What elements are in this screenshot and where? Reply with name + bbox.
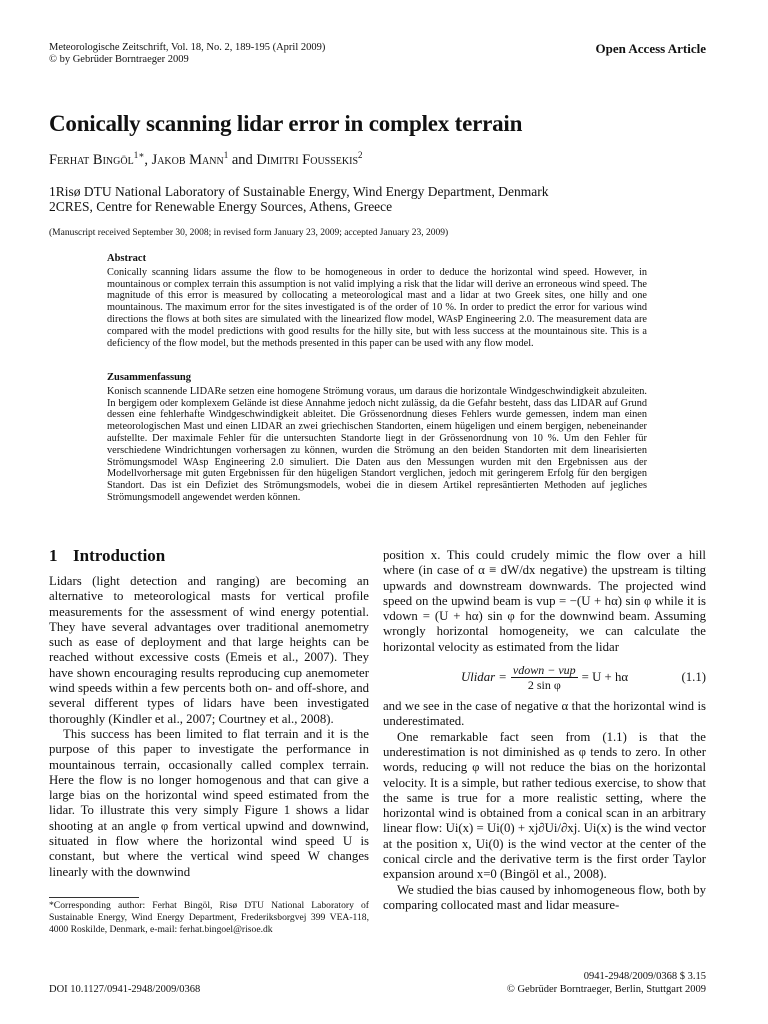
intro-paragraph-2: This success has been limited to flat terrain and it is the purpose of this paper to investigate the performance in mountainous terrain, occasionally called complex terrain. Here the flow is no longer homogenous and that can give a large bias on the horizontal wind speed estimated from the lidar. To illustrate this very simply Figure 1 shows a lidar shooting at an angle φ from vertical upwind and downwind, situated in flow where the horizontal wind speed U is constant, but where the vertical wind speed W changes linearly with the downwind (49, 726, 369, 879)
journal-citation: Meteorologische Zeitschrift, Vol. 18, No. 2, 189-195 (April 2009) (49, 42, 326, 53)
equation-rhs: = U + hα (581, 669, 629, 684)
abstract-heading: Abstract (107, 253, 147, 264)
abstract-section (107, 253, 647, 349)
affiliations (49, 184, 548, 214)
intro-paragraph-4: and we see in the case of negative α that the horizontal wind is underestimated. (383, 699, 706, 729)
section-title: Introduction (73, 546, 166, 565)
section-number: 1 (49, 546, 58, 565)
equation-denominator: 2 sin φ (527, 678, 561, 693)
right-column (383, 548, 706, 913)
zusammenfassung-section (107, 372, 647, 504)
intro-paragraph-6: We studied the bias caused by inhomogeneous flow, both by comparing collocated mast and lidar measure- (383, 882, 706, 912)
journal-copyright: © by Gebrüder Borntraeger 2009 (49, 54, 189, 65)
affiliation-1: 1Risø DTU National Laboratory of Sustainable Energy, Wind Energy Department, Denmark (49, 184, 549, 199)
corresponding-author-footnote: *Corresponding author: Ferhat Bingöl, Risø DTU National Laboratory of Sustainable Energy, Wind Energy Department, Frederiksborgvej 399 VEA-118, 4000 Roskilde, Denmark, e-mail: ferhat.bingoel@risoe.dk (49, 900, 369, 936)
intro-paragraph-5: One remarkable fact seen from (1.1) is that the underestimation is not diminished as φ tends to zero. In other words, reducing φ will not reduce the bias on the horizontal velocity. It is a simple, but rather tedious exercise, to show that the same is true for a more realistic setting, where the horizontal wind is obtained from a conical scan in an arbitrary linear flow: Ui(x) = Ui(0) + xj∂Ui/∂xj. Ui(x) is the wind vector at the position x, Ui(0) is the wind vector at the center of the conical circle and the derivative term is the first order Taylor expansion around x=0 (Bingöl et al., 2008). (383, 729, 706, 882)
left-column (49, 574, 369, 880)
section-heading (49, 546, 165, 566)
intro-paragraph-1: Lidars (light detection and ranging) are becoming an alternative to meteorological masts for vertical profile measurements for the assessment of wind energy potential. They have several advantages over traditional anemometry such as ease of deployment and that large heights can be reached without excessive costs (Emeis et al., 2007). They have shown encouraging results reproducing cup anemometer wind speeds within a few percents both on- and off-shore, and several different types of lidars have been investigated thoroughly (Kindler et al., 2007; Courtney et al., 2008). (49, 574, 369, 726)
equation-lhs: Ulidar = (460, 669, 507, 684)
equation-numerator: vdown − vup (512, 663, 576, 678)
equation-number: (1.1) (681, 669, 706, 684)
equation-1-1 (383, 663, 706, 692)
zusammenfassung-heading: Zusammenfassung (107, 372, 192, 383)
affiliation-2: 2CRES, Centre for Renewable Energy Sources, Athens, Greece (49, 199, 393, 214)
intro-paragraph-3: position x. This could crudely mimic the flow over a hill where (in case of α ≡ dW/dx negative) the upstream is tilting upwards and downstream downwards. The projected wind speed on the upwind beam is vup = −(U + hα) sin φ while it is vdown = (U + hα) sin φ for the downwind beam. Assuming wrongly horizontal homogeneity, we can calculate the horizontal velocity as estimated from the lidar (383, 548, 706, 654)
manuscript-dates: (Manuscript received September 30, 2008; in revised form January 23, 2009; accepted January 23, 2009) (49, 228, 449, 238)
zusammenfassung-text: Konisch scannende LIDARe setzen eine homogene Strömung voraus, um daraus die horizontale Windgeschwindigkeit abzuleiten. In bergigem oder komplexem Gelände ist diese Annahme jedoch nicht zulässig, da die Gefahr besteht, dass das LIDAR auf Grund dessen eine fehlerhafte Windgeschwindigkeit ableitet. Die Grössenordnung dieses Fehlers wurde gemessen, indem man einen meteorologischen Mast und einen LIDAR an zwei griechischen Standorten, einem hügeligen und einem bergigen, nebeneinander aufstellte. Der maximale Fehler für die untersuchten Standorte liegt in der Grössenordnung von 10 %. Um den Fehler für verschiedene Windrichtungen vorhersagen zu können, wurden die Strömung an den beiden Standorten mit dem linearisierten Strömungsmodel WAsp Engineering 2.0 simuliert. Die Daten aus den Messungen wurden mit den Ergebnissen aus der Modellvorhersage mit guten Ergebnissen für den hügeligen Standort verglichen, jedoch mit geringerem Erfolg für den bergigen Standort. Das ist ein Defiziet des Strömungsmodels, wobei die in diesem Artikel represäntierten Methoden auf jegliches Strömungsmodell angewendet werden können. (107, 385, 647, 503)
journal-header (49, 42, 325, 66)
footnote-rule (49, 897, 139, 898)
paper-title: Conically scanning lidar error in complex terrain (49, 111, 523, 136)
author-list: Ferhat Bingöl$^{1∗}$, Jakob Mann$^1$ and Dimitri Foussekis$^2$ (49, 150, 363, 168)
doi-label: DOI 10.1127/0941-2948/2009/0368 (49, 984, 201, 995)
issn-price: 0941-2948/2009/0368 $ 3.15 (583, 971, 706, 982)
open-access-label: Open Access Article (595, 41, 706, 56)
publisher-copyright: © Gebrüder Borntraeger, Berlin, Stuttgart 2009 (506, 983, 706, 995)
abstract-text: Conically scanning lidars assume the flow to be homogeneous in order to deduce the horizontal wind speed. However, in mountainous or complex terrain this assumption is not valid implying a risk that the lidar will derive an erroneous wind speed. The magnitude of this error is measured by collocating a meteorological mast and a lidar at two Greek sites, one hilly and one mountainous. The maximum error for the sites investigated is of the order of 10 %. In order to predict the error for various wind directions the flows at both sites are simulated with the linearized flow model, WAsP Engineering 2.0. The measurement data are compared with the model predictions with good results for the hilly site, but with less success at the mountainous site. This is a deficiency of the flow model, but the methods presented in this paper can be used with any flow model. (107, 266, 647, 349)
footer-right (507, 971, 706, 996)
equation-fraction (511, 663, 578, 692)
